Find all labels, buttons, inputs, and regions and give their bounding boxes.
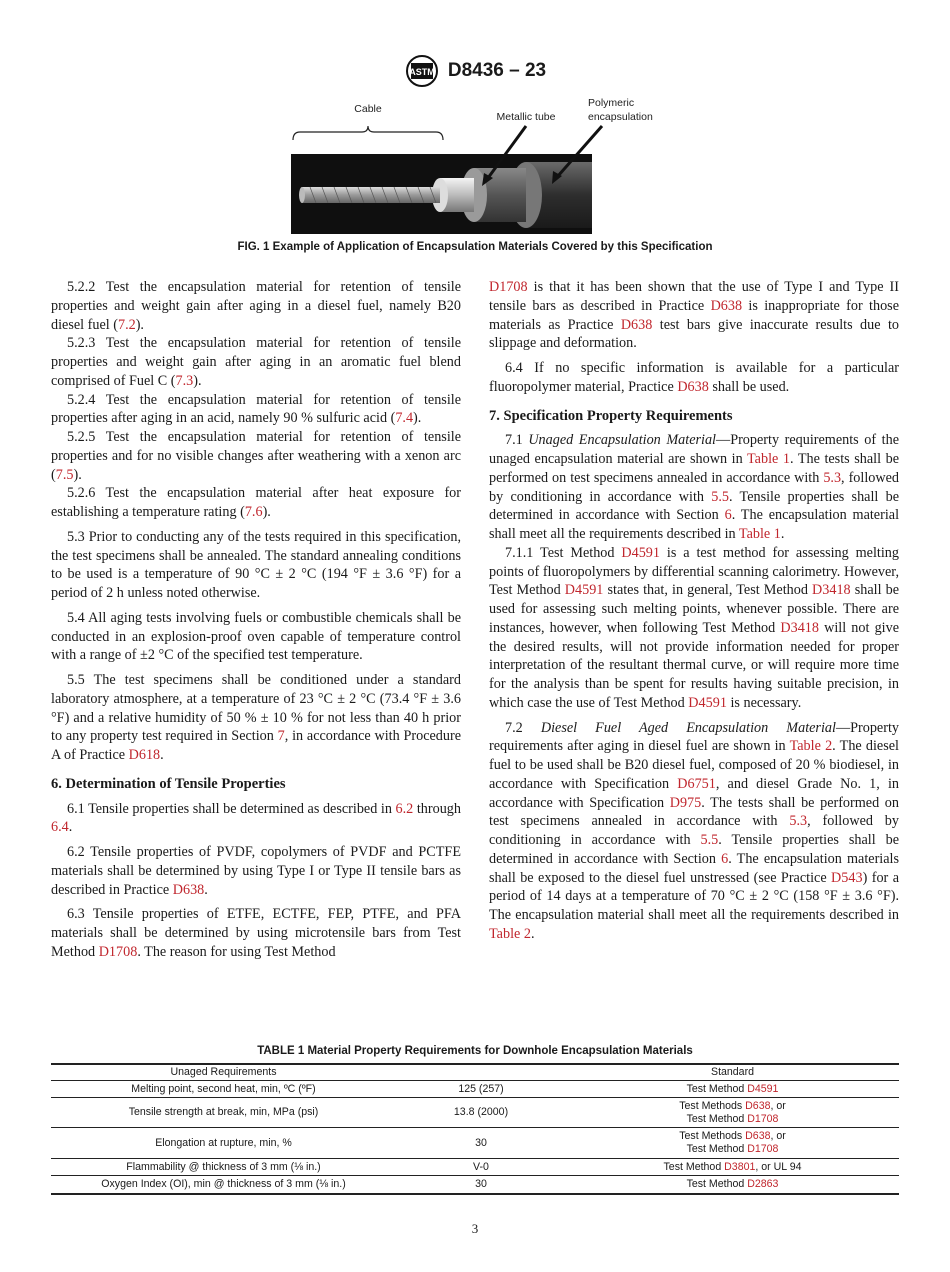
link-d638[interactable]: D638 (172, 881, 205, 898)
link-d618[interactable]: D618 (128, 747, 161, 763)
astm-logo-icon (404, 54, 440, 88)
link-d638[interactable]: D638 (677, 378, 709, 395)
paragraph-5-2-5: 5.2.5 Test the encapsulation material for retention of tensile properties and for no visible changes after weathering with a xenon arc (7.5). (51, 429, 461, 483)
link-d975[interactable]: D975 (669, 794, 702, 811)
right-column (489, 278, 899, 944)
table-header-row (51, 1064, 899, 1080)
paragraph-5-2-2: 5.2.2 Test the encapsulation material for retention of tensile properties and weight gain after aging in a diesel fuel, namely B20 diesel fuel (7.2). (51, 279, 461, 333)
requirements-table (51, 1063, 899, 1195)
paragraph-6-1: 6.1 Tensile properties shall be determined as described in 6.2 through 6.4. (51, 800, 461, 836)
link-table-2[interactable]: Table 2 (789, 738, 833, 755)
figure-1 (290, 96, 670, 238)
table-row: Tensile strength at break, min, MPa (psi) 13.8 (2000) Test Methods D638, or Test Method D1708 (51, 1098, 899, 1128)
link-table-2[interactable]: Table 2 (489, 925, 531, 942)
svg-text:Polymeric: Polymeric (588, 97, 635, 109)
link-table-1[interactable]: Table 1 (738, 526, 781, 542)
paragraph-5-2-6: 5.2.6 Test the encapsulation material after heat exposure for establishing a temperature rating (7.6). (51, 485, 461, 520)
paragraph-6-4: 6.4 If no specific information is available for a particular fluoropolymer material, Practice D638 shall be used. (489, 360, 899, 395)
link-7-5[interactable]: 7.5 (55, 466, 74, 483)
link-d1708[interactable]: D1708 (747, 1112, 779, 1125)
link-5-5[interactable]: 5.5 (711, 488, 729, 505)
link-section-6[interactable]: 6 (724, 507, 732, 524)
svg-text:Metallic tube: Metallic tube (496, 111, 556, 123)
paragraph-5-3: 5.3 Prior to conducting any of the tests required in this specification, the test specimens shall be annealed. The standard annealing conditions to be used is a temperature of 90 °C ± 2 °C (194 °F ± 3.6 °F) for a period of 2 h unless noted otherwise. (51, 528, 461, 601)
link-5-3[interactable]: 5.3 (789, 813, 808, 830)
paragraph-7-2: 7.2 Diesel Fuel Aged Encapsulation Material—Property requirements after aging in diesel fuel are shown in Table 2. The diesel fuel to be used shall be B20 diesel fuel, composed of 20 % biodiesel, in accordance with Specification D6751, and diesel Grade No. 1, in accordance with Specification D975. The tests shall be performed on test specimens annealed in accordance with 5.3, followed by conditioning in accordance with 5.5. Tensile properties shall be determined in accordance with Section 6. The encapsulation materials shall be exposed to the diesel fuel unstressed (see Practice D543) for a period of 14 days at a temperature of 70 °C ± 2 °C (158 °F ± 3.6 °F). The encapsulation material shall meet all the requirements described in Table 2. (489, 719, 899, 942)
svg-text:encapsulation: encapsulation (588, 111, 653, 123)
section-7-heading: 7. Specification Property Requirements (489, 407, 733, 424)
cable-encapsulation-illustration (290, 96, 670, 238)
paragraph-7-1-1: 7.1.1 Test Method D4591 is a test method for assessing melting points of fluoropolymers by differential scanning calorimetry. However, Test Method D4591 states that, in general, Test Method D3418 shall be used for assessing such melting points, whenever possible. There are instances, however, when following Test Method D3418 will not give the desired results, will not provide information needed for proper interpretation of the resultant thermal curve, or will require more time for the analysis than be spent for results having suitable precision, in which case the use of Test Method D4591 is necessary. (489, 544, 900, 711)
link-7-3[interactable]: 7.3 (175, 372, 194, 389)
link-section-6[interactable]: 6 (721, 850, 729, 867)
link-d2863[interactable]: D2863 (747, 1178, 779, 1191)
link-d1708[interactable]: D1708 (747, 1142, 779, 1155)
link-6-4[interactable]: 6.4 (51, 819, 69, 836)
table-row: Flammability @ thickness of 3 mm (⅛ in.) V-0 Test Method D3801, or UL 94 (51, 1158, 899, 1176)
link-d543[interactable]: D543 (831, 869, 863, 886)
figure-caption: FIG. 1 Example of Application of Encapsulation Materials Covered by this Specification (237, 241, 713, 253)
header-value (396, 1064, 566, 1080)
link-d1708[interactable]: D1708 (489, 279, 528, 295)
link-6-2[interactable]: 6.2 (395, 800, 414, 817)
paragraph-5-4: 5.4 All aging tests involving fuels or combustible chemicals shall be conducted in an explosion-proof oven capable of temperature control with a range of ±2 °C of the specified test temperature. (51, 609, 461, 664)
link-d638[interactable]: D638 (620, 316, 653, 333)
link-d6751[interactable]: D6751 (677, 775, 716, 792)
paragraph-7-1: 7.1 Unaged Encapsulation Material—Property requirements of the unaged encapsulation material are shown in Table 1. The tests shall be performed on test specimens annealed in accordance with 5.3, followed by conditioning in accordance with 5.5. Tensile properties shall be determined in accordance with Section 6. The encapsulation material shall meet all the requirements described in Table 1. (489, 432, 900, 542)
table-row: Elongation at rupture, min, % 30 Test Methods D638, or Test Method D1708 (51, 1128, 899, 1158)
link-d3801[interactable]: D3801 (724, 1160, 756, 1173)
link-7-4[interactable]: 7.4 (395, 410, 414, 427)
table-caption: TABLE 1 Material Property Requirements for Downhole Encapsulation Materials (257, 1045, 693, 1057)
link-d3418[interactable]: D3418 (780, 619, 819, 636)
link-d638[interactable]: D638 (745, 1100, 771, 1113)
paragraph-5-2-4: 5.2.4 Test the encapsulation material for retention of tensile properties after aging in an acid, namely 90 % sulfuric acid (7.4). (51, 391, 461, 427)
link-d1708[interactable]: D1708 (98, 943, 138, 960)
left-column (51, 278, 461, 962)
link-5-5[interactable]: 5.5 (700, 832, 719, 848)
table-row: Oxygen Index (OI), min @ thickness of 3 mm (⅛ in.) 30 Test Method D2863 (51, 1176, 899, 1194)
paragraph-6-3-continued: D1708 is that it has been shown that the use of Type I and Type II tensile bars as described in Practice D638 is inappropriate for those materials as Practice D638 test bars give inaccurate results due to slippage and deformation. (489, 279, 900, 352)
section-6-heading: 6. Determination of Tensile Properties (51, 775, 286, 792)
link-5-3[interactable]: 5.3 (823, 469, 842, 486)
link-d4591[interactable]: D4591 (564, 582, 604, 599)
link-d638[interactable]: D638 (745, 1130, 771, 1143)
link-table-1[interactable]: Table 1 (747, 451, 790, 467)
svg-text:ASTM: ASTM (409, 67, 435, 77)
document-number: D8436 – 23 (447, 60, 547, 81)
table-row: Melting point, second heat, min, ºC (ºF) 125 (257) Test Method D4591 (51, 1080, 899, 1098)
header-requirements: Unaged Requirements (51, 1064, 396, 1080)
link-d4591[interactable]: D4591 (688, 694, 727, 711)
paragraph-5-5: 5.5 The test specimens shall be conditioned under a standard laboratory atmosphere, at a temperature of 23 °C ± 2 °C (73.4 °F ± 3.6 °F) and a relative humidity of 50 % ± 10 % for not less than 40 h prior to any property test required in Section 7, in accordance with Procedure A of Practice D618. (51, 672, 461, 763)
paragraph-5-2-3: 5.2.3 Test the encapsulation material for retention of tensile properties and weight gain after aging in an aromatic fuel blend comprised of Fuel C (7.3). (51, 335, 461, 389)
link-d638[interactable]: D638 (710, 297, 743, 314)
svg-text:Cable: Cable (354, 103, 382, 115)
link-d4591[interactable]: D4591 (621, 544, 660, 561)
page-number: 3 (471, 1221, 479, 1236)
paragraph-6-3: 6.3 Tensile properties of ETFE, ECTFE, FEP, PTFE, and PFA materials shall be determined by using microtensile bars from Test Method D1708. The reason for using Test Method (51, 906, 461, 960)
link-d4591[interactable]: D4591 (747, 1082, 779, 1095)
link-7-6[interactable]: 7.6 (244, 504, 263, 520)
link-d3418[interactable]: D3418 (812, 582, 851, 599)
header-standard: Standard (566, 1064, 899, 1080)
link-7-2[interactable]: 7.2 (117, 316, 136, 333)
page-header (0, 54, 950, 88)
link-section-7[interactable]: 7 (277, 728, 285, 745)
paragraph-6-2: 6.2 Tensile properties of PVDF, copolymers of PVDF and PCTFE materials shall be determined by using Type I or Type II tensile bars as described in Practice D638. (51, 844, 461, 898)
